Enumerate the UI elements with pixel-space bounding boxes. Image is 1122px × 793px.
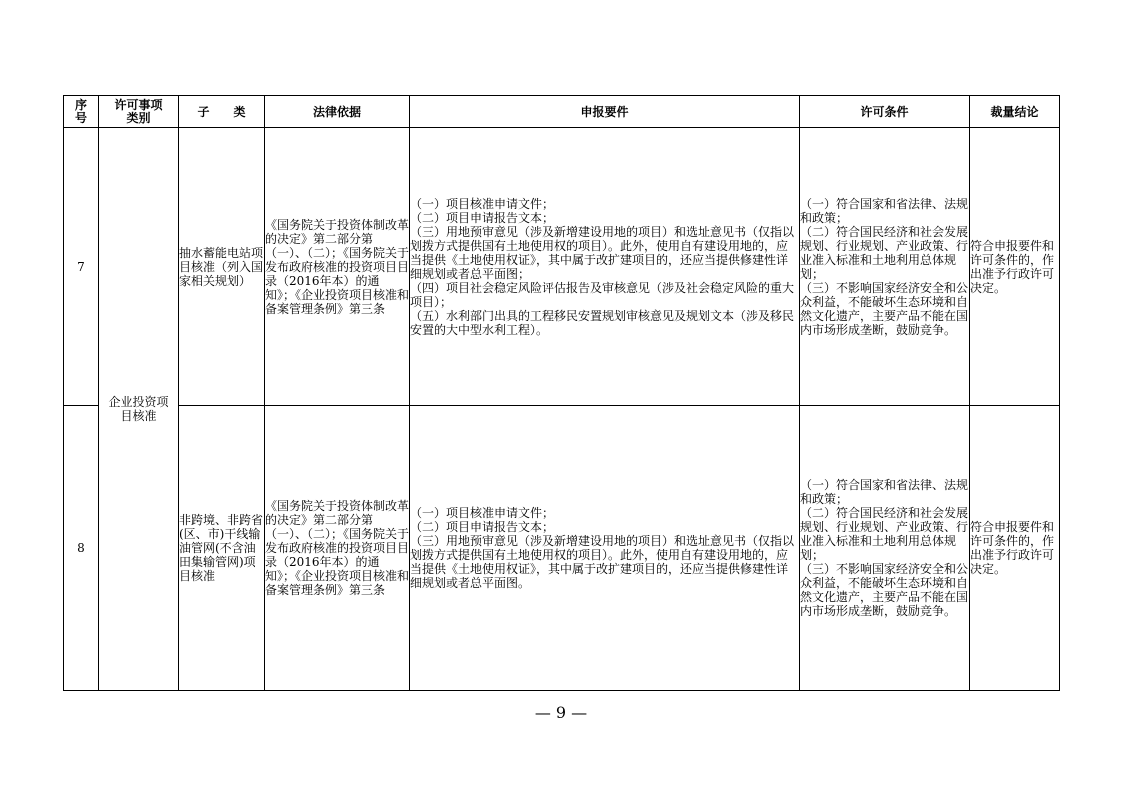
condition-item: （一）符合国家和省法律、法规和政策； [800,196,969,225]
requirement-item: （三）用地预审意见（涉及新增建设用地的项目）和选址意见书（仅指以划拨方式提供国有土地使用权的项目）。此外，使用自有建设用地的，应当提供《土地使用权证》，其中属于改扩建项目的，还应当提供修建性详细规划或者总平面图。 [410,534,795,590]
row-subcategory: 非跨境、非跨省(区、市)干线输油管网(不含油田集输管网)项目核准 [179,406,265,691]
header-seq: 序号 [64,96,99,128]
condition-item: （三）不影响国家经济安全和公众利益，不能破坏生态环境和自然文化遗产，主要产品不能在国内市场形成垄断，鼓励竞争。 [800,562,969,618]
condition-item: （一）符合国家和省法律、法规和政策； [800,478,969,506]
permit-table [63,95,1060,691]
condition-item: （二）符合国民经济和社会发展规划、行业规划、产业政策、行业准入标准和土地利用总体规划； [800,224,969,281]
requirement-item: （二）项目申请报告文本； [410,520,555,534]
condition-item: （二）符合国民经济和社会发展规划、行业规划、产业政策、行业准入标准和土地利用总体规划； [800,506,969,562]
category-cell [99,128,179,691]
row-requirements [410,406,800,691]
page-number: — 9 — [534,703,588,722]
row-conclusion: 符合申报要件和许可条件的，作出准予行政许可决定。 [970,128,1060,406]
requirement-item: （一）项目核准申请文件； [410,506,555,520]
header-category: 许可事项类别 [99,96,179,128]
header-subcategory: 子 类 [179,96,265,128]
table-row [64,406,1060,691]
requirement-item: （二）项目申请报告文本； [410,210,555,225]
row-legal-basis: 《国务院关于投资体制改革的决定》第二部分第（一）、（二）；《国务院关于发布政府核准的投资项目目录（2016年本）的通知》；《企业投资项目核准和备案管理条例》第三条 [265,128,410,406]
header-row [64,96,1060,128]
header-conclusion: 裁量结论 [970,96,1060,128]
row-seq: 8 [64,406,99,691]
table-row [64,128,1060,406]
requirement-item: （五）水利部门出具的工程移民安置规划审核意见及规划文本（涉及移民安置的大中型水利工程）。 [410,308,795,337]
row-conditions [800,406,970,691]
row-conclusion: 符合申报要件和许可条件的，作出准予行政许可决定。 [970,406,1060,691]
requirement-item: （一）项目核准申请文件； [410,196,555,211]
category-label: 企业投资项目核准 [108,395,169,423]
header-legal-basis: 法律依据 [265,96,410,128]
row-legal-basis: 《国务院关于投资体制改革的决定》第二部分第（一）、（二）；《国务院关于发布政府核准的投资项目目录（2016年本）的通知》；《企业投资项目核准和备案管理条例》第三条 [265,406,410,691]
requirement-item: （四）项目社会稳定风险评估报告及审核意见（涉及社会稳定风险的重大项目）； [410,280,795,309]
row-seq: 7 [64,128,99,406]
row-requirements [410,128,800,406]
requirement-item: （三）用地预审意见（涉及新增建设用地的项目）和选址意见书（仅指以划拨方式提供国有土地使用权的项目）。此外，使用自有建设用地的，应当提供《土地使用权证》，其中属于改扩建项目的，还应当提供修建性详细规划或者总平面图； [410,224,795,281]
header-requirements: 申报要件 [410,96,800,128]
row-subcategory: 抽水蓄能电站项目核准（列入国家相关规划） [179,128,265,406]
row-conditions [800,128,970,406]
condition-item: （三）不影响国家经济安全和公众利益，不能破坏生态环境和自然文化遗产，主要产品不能在国内市场形成垄断，鼓励竞争。 [800,280,969,337]
header-conditions: 许可条件 [800,96,970,128]
